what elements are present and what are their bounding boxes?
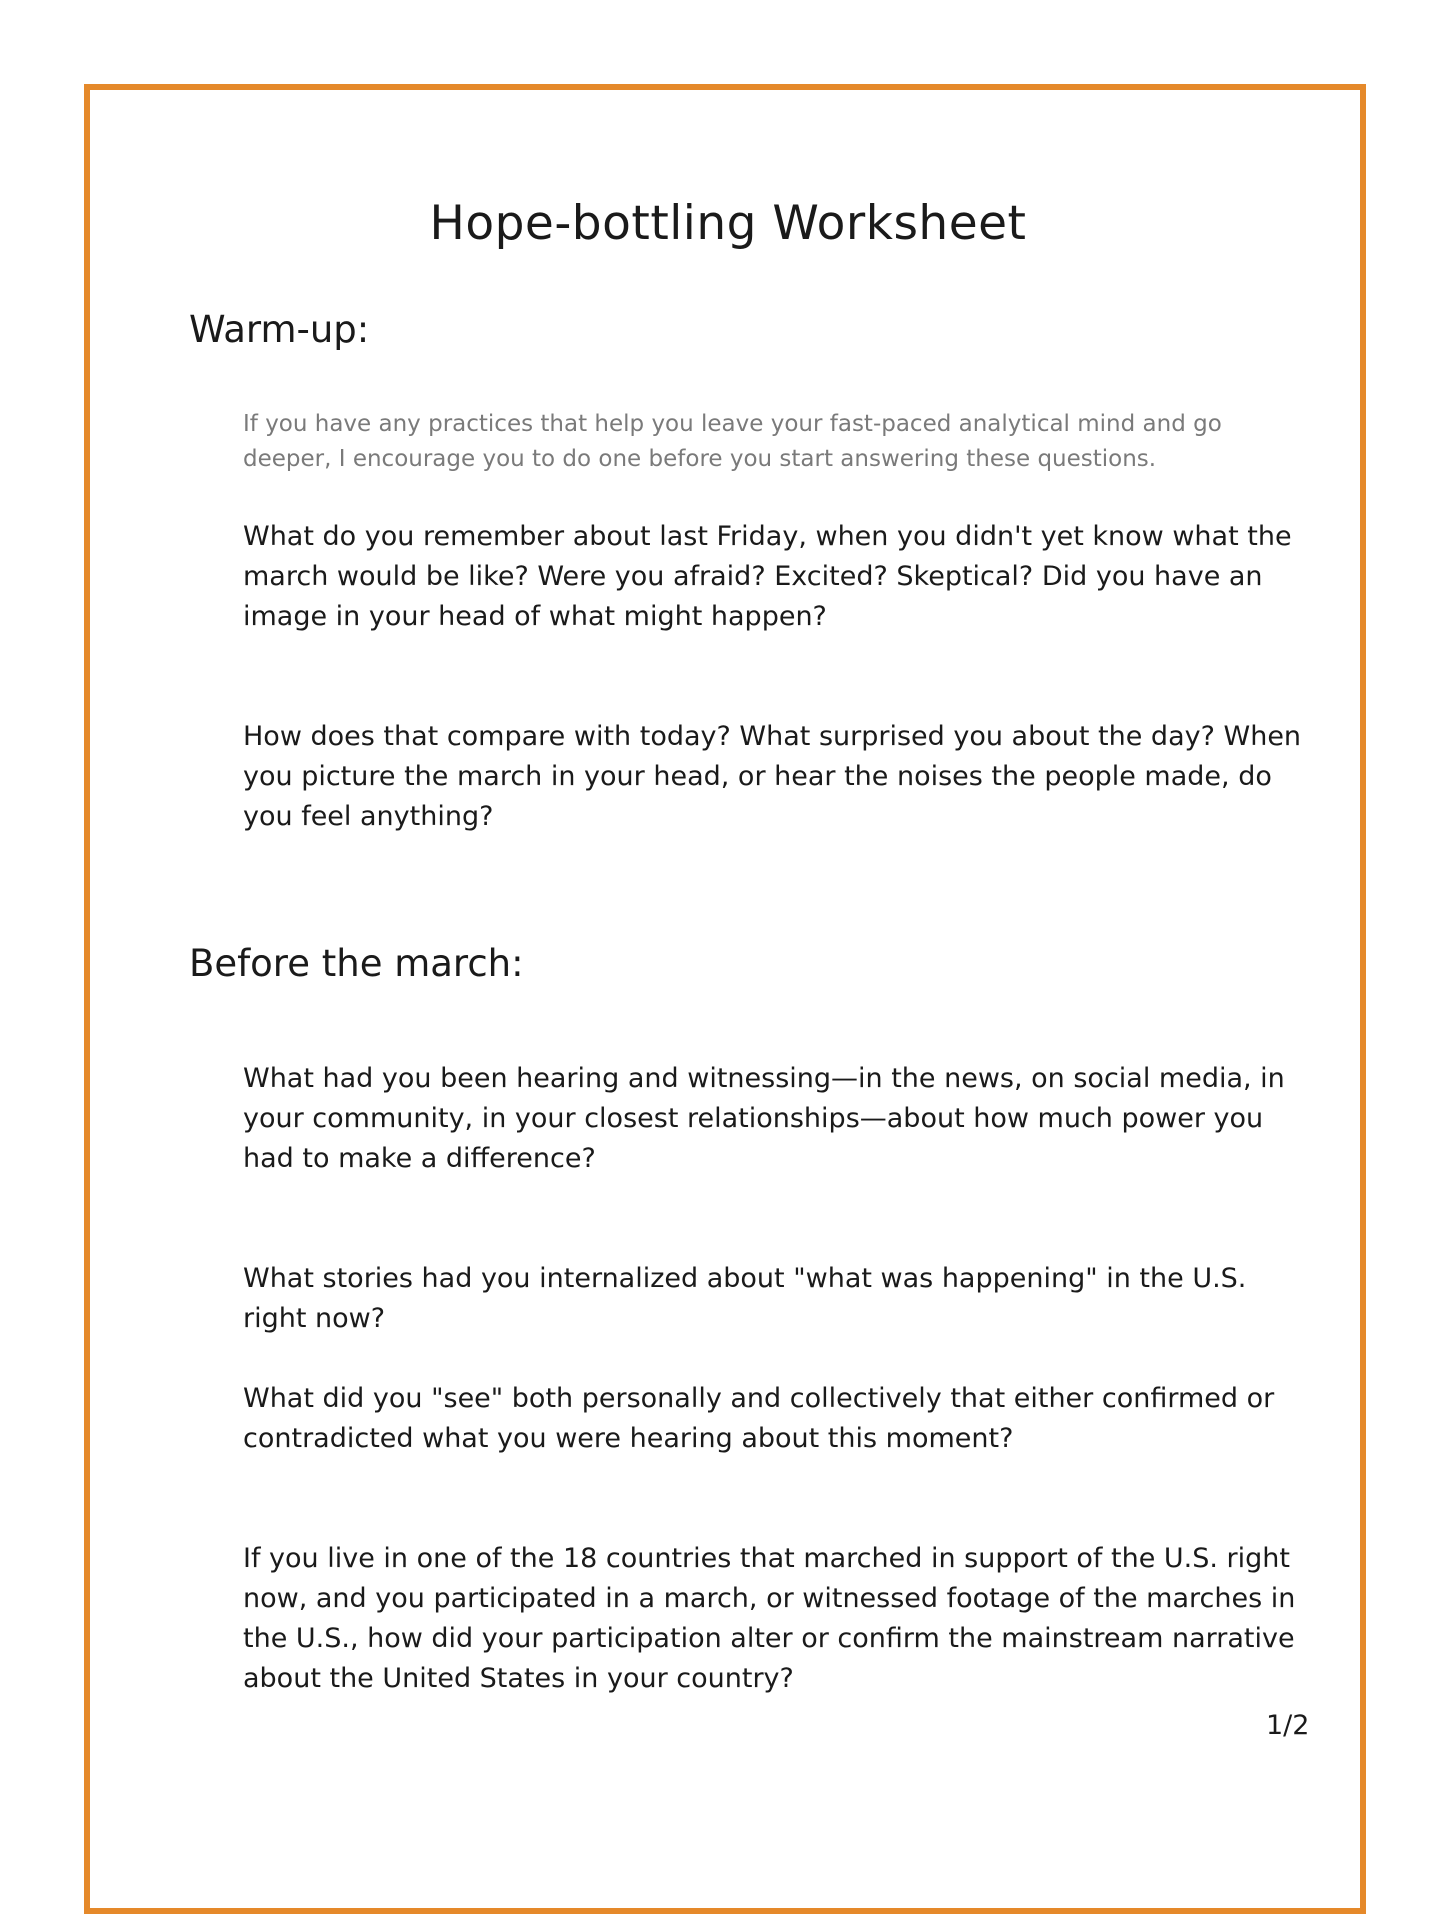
before-march-question-1: What had you been hearing and witnessing—in the news, on social media, in your community, in your closest relationships—about how much power you had to make a difference? (243, 1063, 1285, 1174)
warmup-note: If you have any practices that help you leave your fast-paced analytical mind and go deeper, I encourage you to do one before you start answering these questions. (243, 411, 1222, 472)
worksheet-title: Hope-bottling Worksheet (429, 196, 1027, 251)
warmup-question-2: How does that compare with today? What surprised you about the day? When you picture the march in your head, or hear the noises the people made, do you feel anything? (243, 721, 1302, 832)
warmup-heading: Warm-up: (189, 308, 370, 351)
before-march-question-2: What stories had you internalized about "what was happening" in the U.S. right now? (243, 1263, 1247, 1334)
before-march-heading: Before the march: (189, 942, 524, 985)
warmup-question-1: What do you remember about last Friday, when you didn't yet know what the march would be like? Were you afraid? Excited? Skeptical? Did you have an image in your head of what might happen? (243, 521, 1292, 632)
page-number: 1/2 (1266, 1710, 1310, 1741)
before-march-question-4: If you live in one of the 18 countries that marched in support of the U.S. right now, and you participated in a march, or witnessed footage of the marches in the U.S., how did your participation alter or confirm the mainstream narrative about the United States in your country? (243, 1543, 1296, 1694)
before-march-question-3: What did you "see" both personally and collectively that either confirmed or contradicted what you were hearing about this moment? (243, 1383, 1275, 1454)
